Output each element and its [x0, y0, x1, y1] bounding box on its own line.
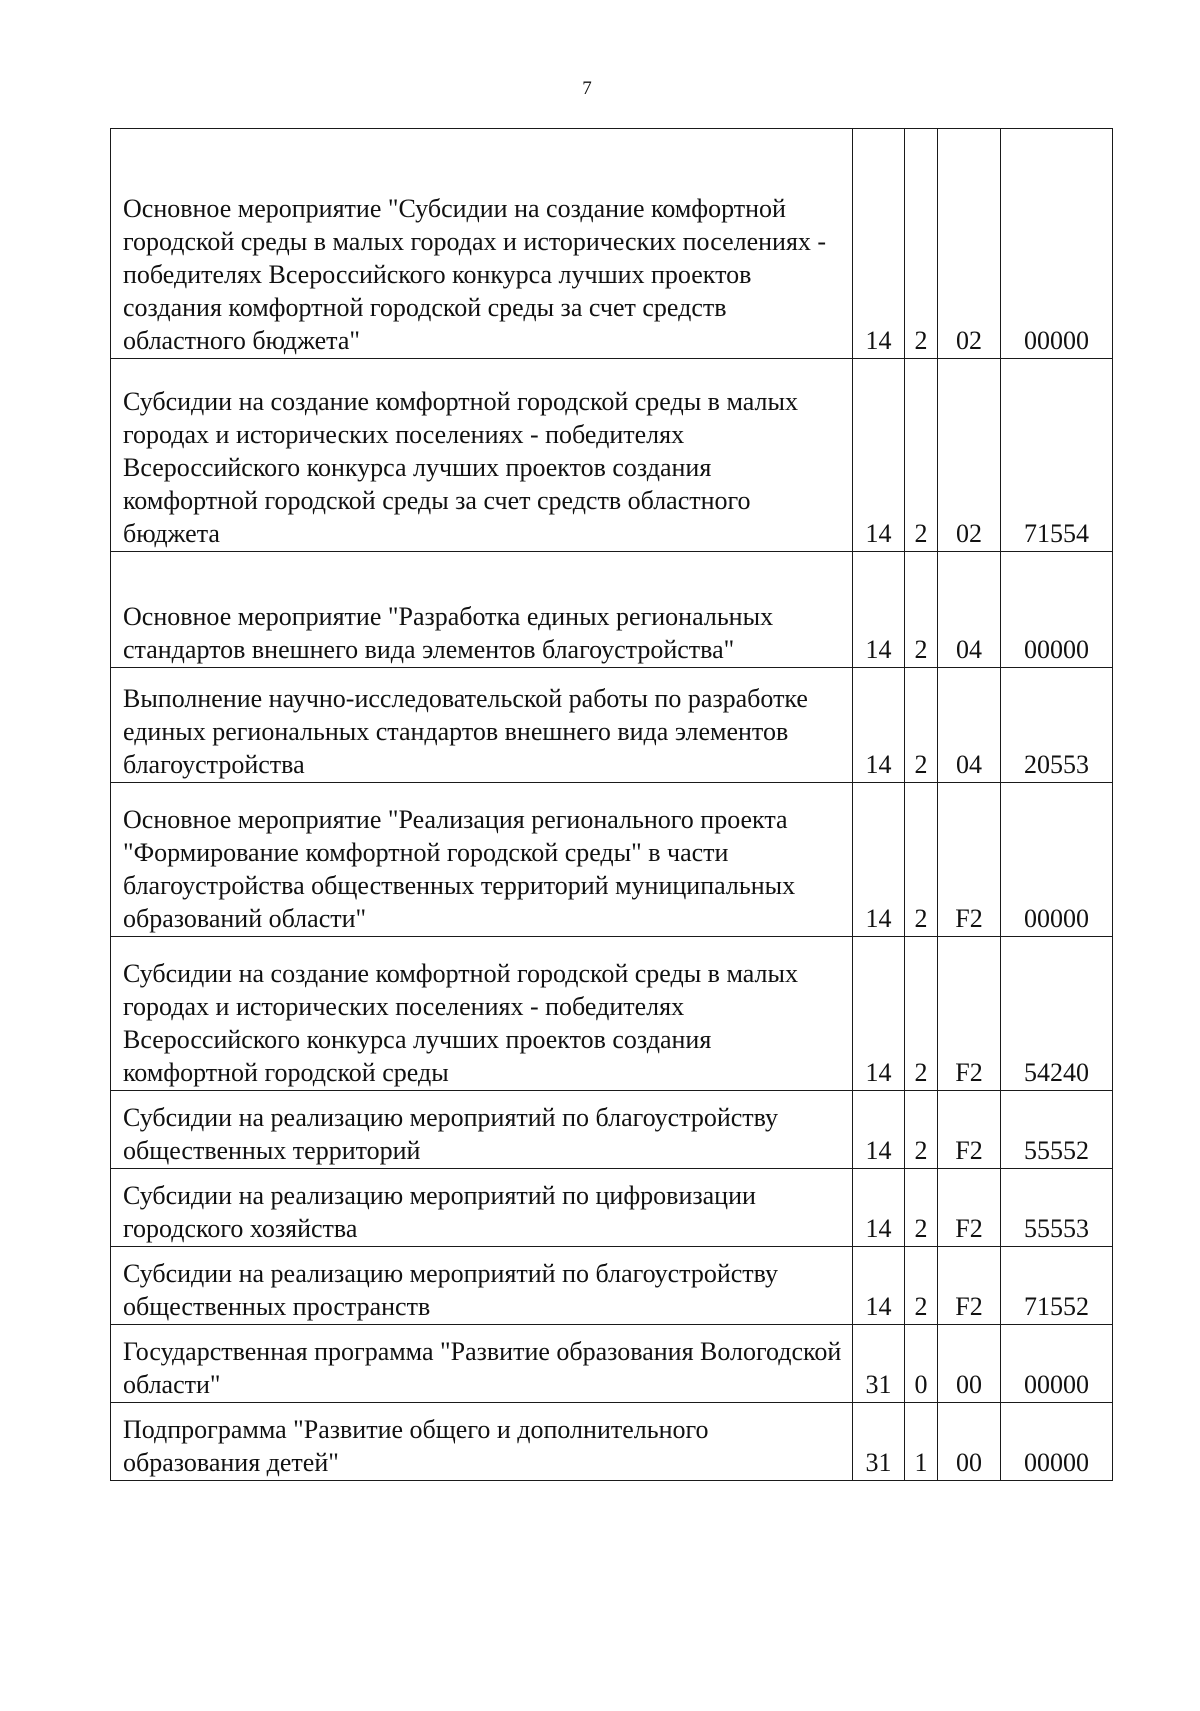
direction-code-cell: 20553: [1001, 668, 1113, 783]
event-code-cell: F2: [938, 937, 1001, 1091]
item-name-cell: Основное мероприятие "Разработка единых региональных стандартов внешнего вида элементов благоустройства": [111, 552, 853, 668]
table-row: [111, 552, 1113, 668]
item-name-cell: Субсидии на реализацию мероприятий по цифровизации городского хозяйства: [111, 1169, 853, 1247]
subprogram-code-cell: 2: [905, 783, 938, 937]
table-row: [111, 1091, 1113, 1169]
table-row: [111, 1325, 1113, 1403]
table-row: [111, 937, 1113, 1091]
direction-code-cell: 71552: [1001, 1247, 1113, 1325]
section-code-cell: 14: [853, 783, 905, 937]
event-code-cell: 02: [938, 129, 1001, 359]
direction-code-cell: 54240: [1001, 937, 1113, 1091]
direction-code-cell: 00000: [1001, 1325, 1113, 1403]
direction-code-cell: 55553: [1001, 1169, 1113, 1247]
event-code-cell: F2: [938, 1247, 1001, 1325]
section-code-cell: 14: [853, 1169, 905, 1247]
direction-code-cell: 00000: [1001, 783, 1113, 937]
table-row: [111, 1169, 1113, 1247]
item-name-cell: Выполнение научно-исследовательской работы по разработке единых региональных стандартов внешнего вида элементов благоустройства: [111, 668, 853, 783]
section-code-cell: 14: [853, 1091, 905, 1169]
subprogram-code-cell: 2: [905, 1169, 938, 1247]
direction-code-cell: 00000: [1001, 1403, 1113, 1481]
table-row: [111, 1403, 1113, 1481]
section-code-cell: 14: [853, 668, 905, 783]
table-row: [111, 129, 1113, 359]
section-code-cell: 14: [853, 1247, 905, 1325]
subprogram-code-cell: 2: [905, 668, 938, 783]
item-name-cell: Подпрограмма "Развитие общего и дополнительного образования детей": [111, 1403, 853, 1481]
event-code-cell: 04: [938, 552, 1001, 668]
subprogram-code-cell: 2: [905, 359, 938, 552]
direction-code-cell: 71554: [1001, 359, 1113, 552]
event-code-cell: 00: [938, 1403, 1001, 1481]
budget-classification-table: [110, 128, 1113, 1481]
direction-code-cell: 00000: [1001, 552, 1113, 668]
table-row: [111, 783, 1113, 937]
event-code-cell: 04: [938, 668, 1001, 783]
subprogram-code-cell: 2: [905, 129, 938, 359]
subprogram-code-cell: 1: [905, 1403, 938, 1481]
direction-code-cell: 55552: [1001, 1091, 1113, 1169]
item-name-cell: Основное мероприятие "Реализация регионального проекта "Формирование комфортной городской среды" в части благоустройства общественных территорий муниципальных образований области": [111, 783, 853, 937]
page-number: 7: [582, 78, 592, 99]
event-code-cell: F2: [938, 1091, 1001, 1169]
direction-code-cell: 00000: [1001, 129, 1113, 359]
section-code-cell: 31: [853, 1403, 905, 1481]
item-name-cell: Субсидии на создание комфортной городской среды в малых городах и исторических поселениях - победителях Всероссийского конкурса лучших проектов создания комфортной городской среды за счет средств областного бюджета: [111, 359, 853, 552]
subprogram-code-cell: 2: [905, 937, 938, 1091]
item-name-cell: Субсидии на реализацию мероприятий по благоустройству общественных пространств: [111, 1247, 853, 1325]
subprogram-code-cell: 2: [905, 552, 938, 668]
item-name-cell: Государственная программа "Развитие образования Вологодской области": [111, 1325, 853, 1403]
item-name-cell: Субсидии на реализацию мероприятий по благоустройству общественных территорий: [111, 1091, 853, 1169]
table-row: [111, 668, 1113, 783]
item-name-cell: Основное мероприятие "Субсидии на создание комфортной городской среды в малых городах и исторических поселениях - победителях Всероссийского конкурса лучших проектов создания комфортной городской среды за счет средств областного бюджета": [111, 129, 853, 359]
subprogram-code-cell: 0: [905, 1325, 938, 1403]
section-code-cell: 14: [853, 129, 905, 359]
section-code-cell: 14: [853, 937, 905, 1091]
event-code-cell: 00: [938, 1325, 1001, 1403]
section-code-cell: 14: [853, 552, 905, 668]
section-code-cell: 14: [853, 359, 905, 552]
event-code-cell: F2: [938, 783, 1001, 937]
table-row: [111, 359, 1113, 552]
section-code-cell: 31: [853, 1325, 905, 1403]
subprogram-code-cell: 2: [905, 1247, 938, 1325]
table-row: [111, 1247, 1113, 1325]
item-name-cell: Субсидии на создание комфортной городской среды в малых городах и исторических поселениях - победителях Всероссийского конкурса лучших проектов создания комфортной городской среды: [111, 937, 853, 1091]
event-code-cell: 02: [938, 359, 1001, 552]
subprogram-code-cell: 2: [905, 1091, 938, 1169]
event-code-cell: F2: [938, 1169, 1001, 1247]
